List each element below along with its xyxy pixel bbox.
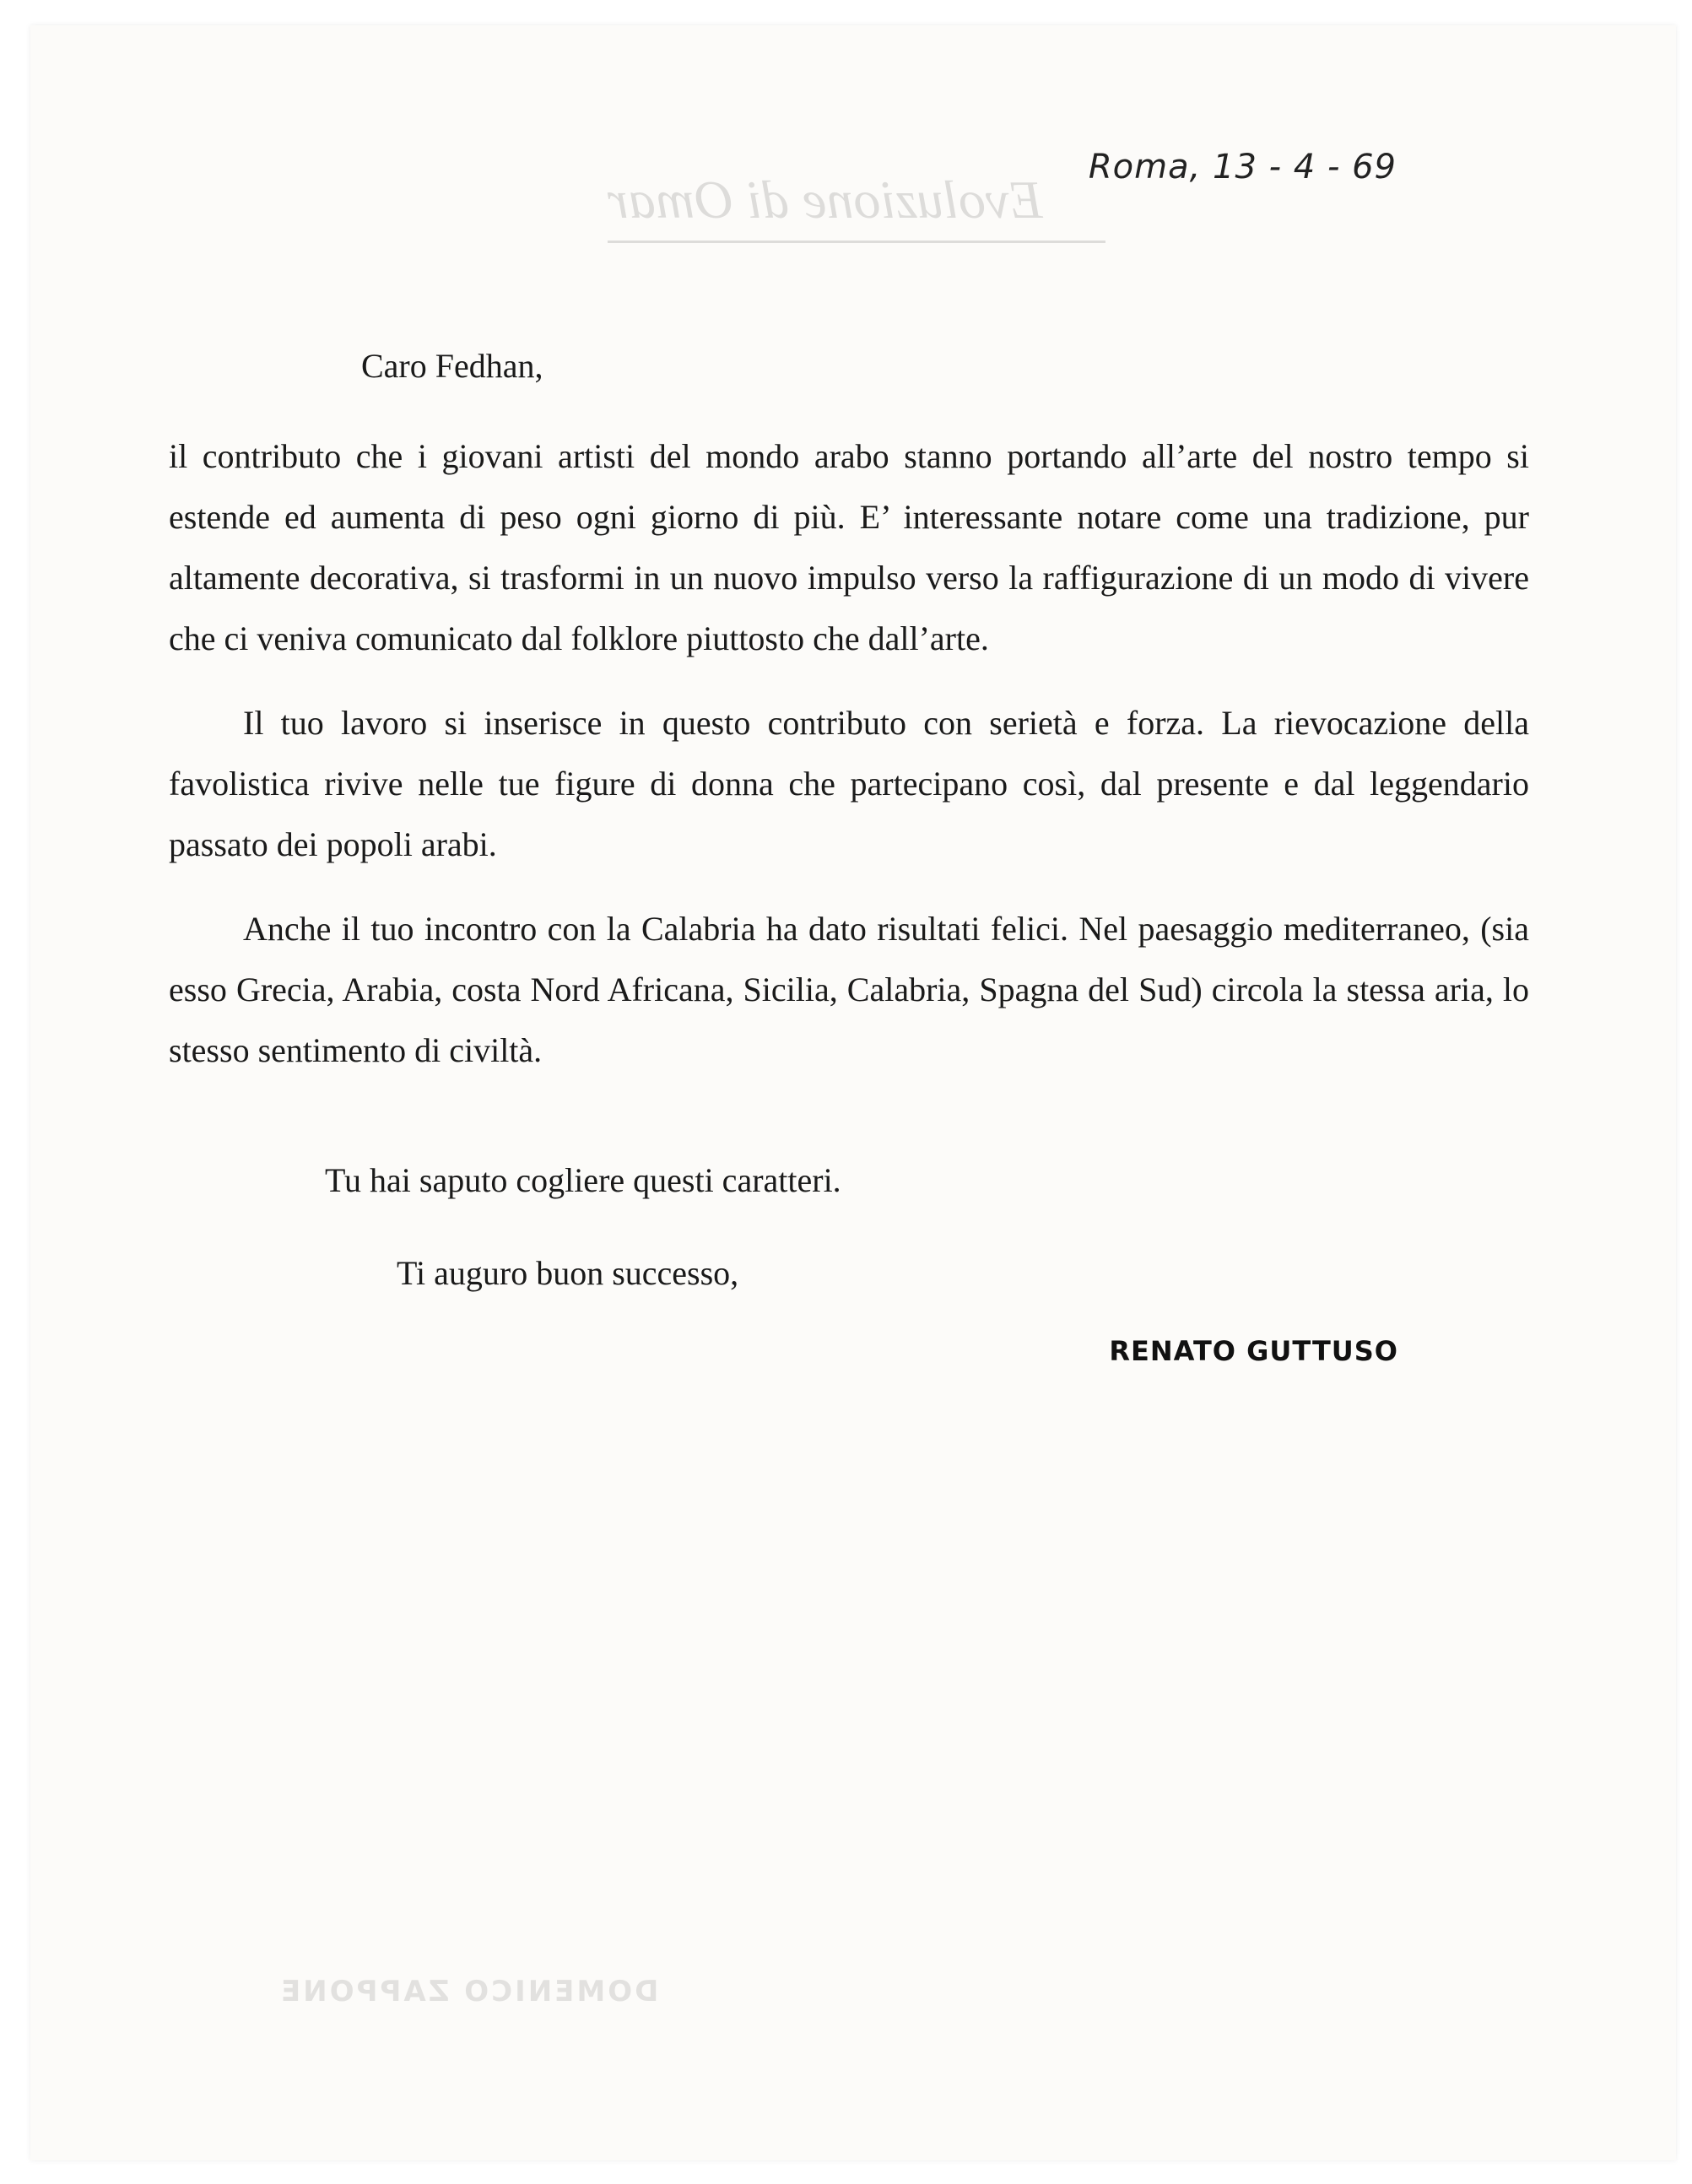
letter-body [169,426,1529,1105]
body-paragraph-2: Il tuo lavoro si inserisce in questo contributo con serietà e forza. La rievocazione della favolistica rivive nelle tue figure di donna che partecipano così, dal presente e dal leggendario passato dei popoli arabi. [169,704,1529,863]
show-through-rule [608,241,1105,243]
letter-greeting: Caro Fedhan, [361,347,543,385]
closing-line-1: Tu hai saputo cogliere questi caratteri. [325,1161,841,1199]
closing-line-2: Ti auguro buon successo, [397,1254,739,1292]
body-paragraph-3: Anche il tuo incontro con la Calabria ha dato risultati felici. Nel paesaggio mediterraneo, (sia esso Grecia, Arabia, costa Nord Africana, Sicilia, Calabria, Spagna del Sud) circola la stessa aria, lo stesso sentimento di civiltà. [169,910,1529,1069]
letter-date: Roma, 13 - 4 - 69 [1088,148,1397,187]
letter-signature: RENATO GUTTUSO [1109,1335,1398,1367]
body-paragraph-1: il contributo che i giovani artisti del mondo arabo stanno portando all’arte del nostro tempo si estende ed aumenta di peso ogni giorno di più. E’ interessante notare come una tradizione, pur altamente decorativa, si trasformi in un nuovo impulso verso la raffigurazione di un modo di vivere che ci veniva comunicato dal folklore piuttosto che dall’arte. [169,437,1529,657]
